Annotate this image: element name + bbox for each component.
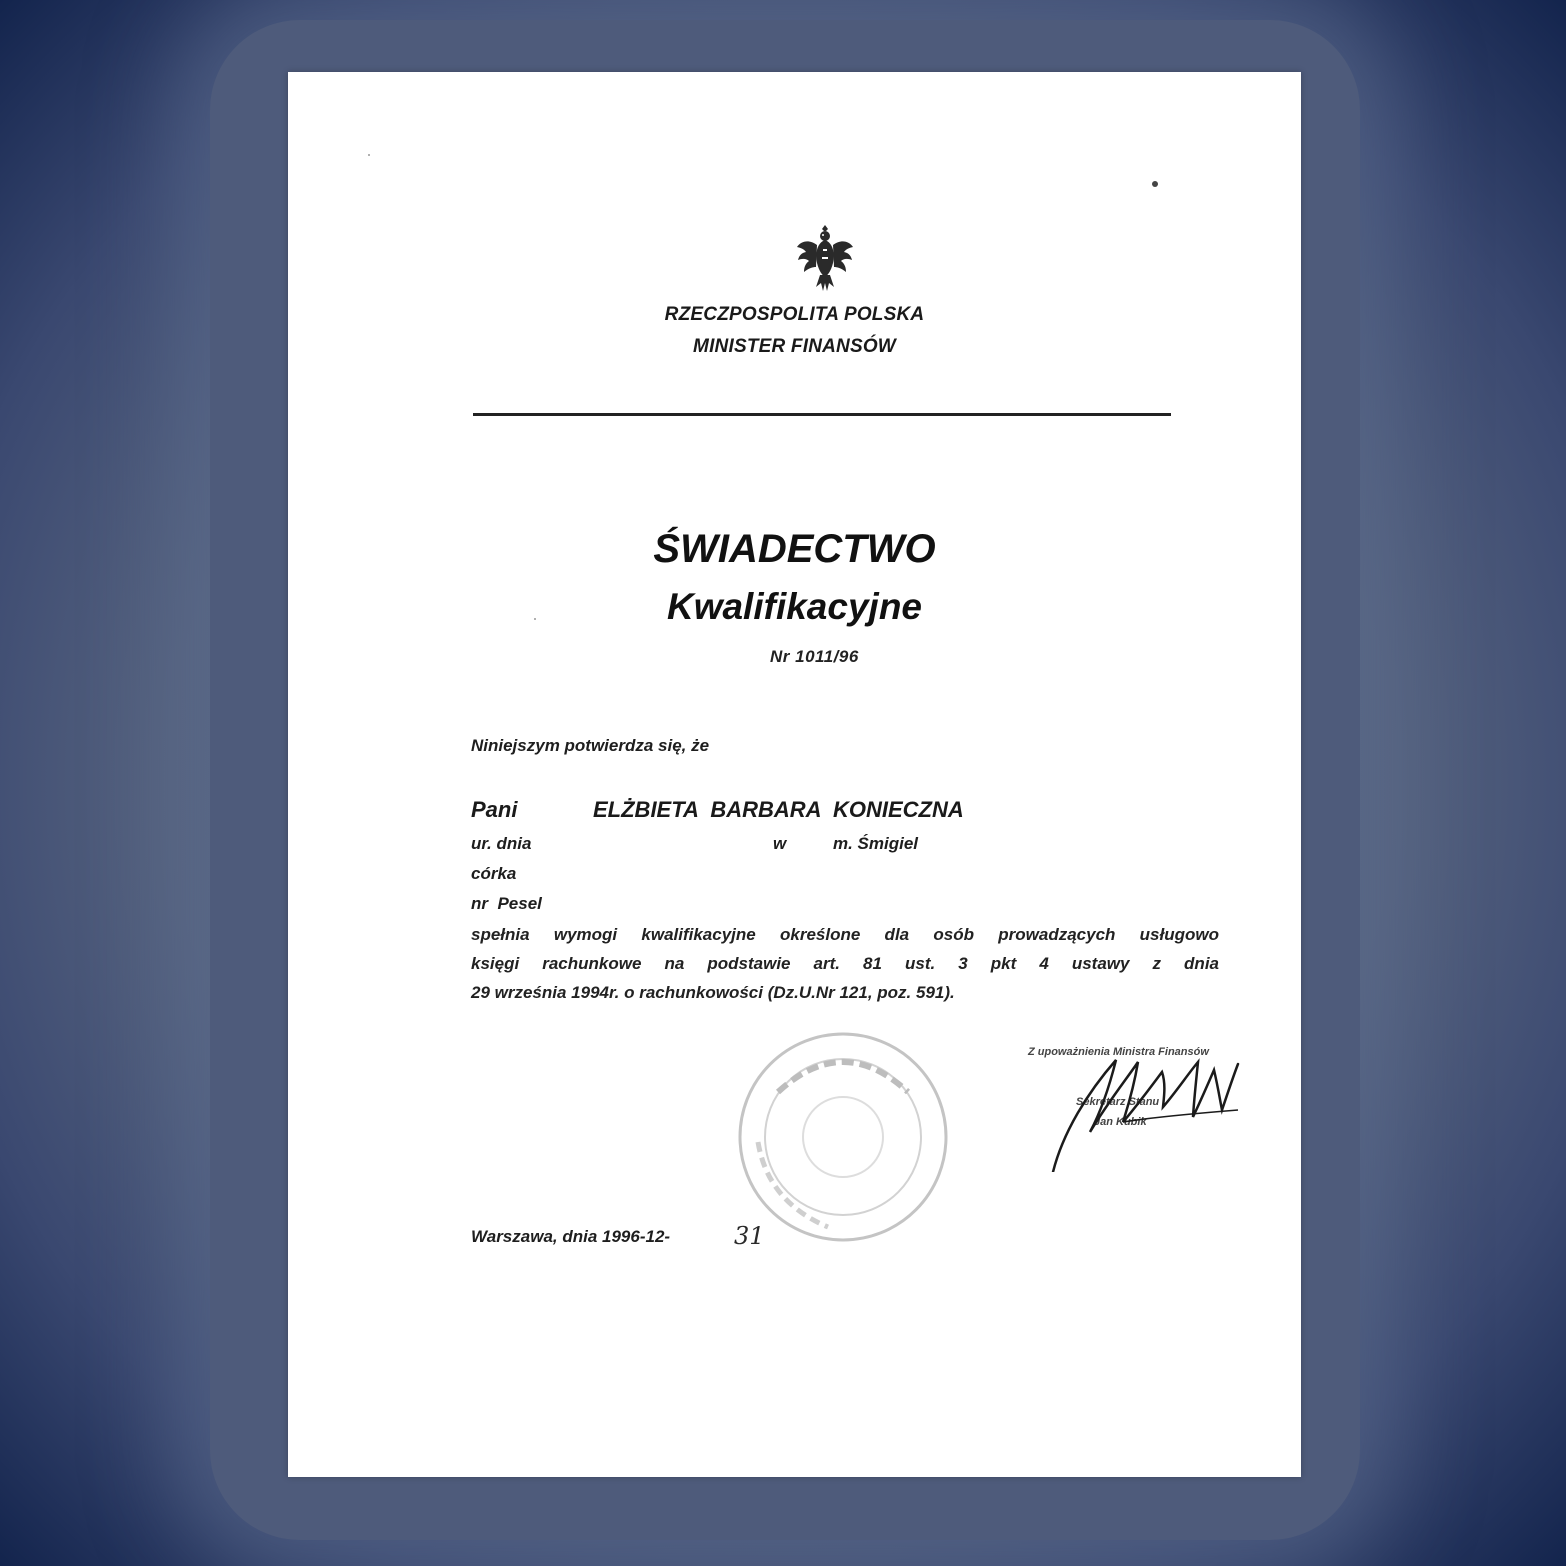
signer-name: Jan Kubik (1094, 1116, 1147, 1128)
birth-date-label: ur. dnia (471, 834, 532, 853)
statement-line: księgi rachunkowe na podstawie art. 81 ust. 3 pkt 4 ustawy z dnia (471, 954, 1219, 973)
signature-authority: Z upoważnienia Ministra Finansów (1028, 1046, 1209, 1058)
qualification-statement (471, 920, 1219, 1007)
holder-name: ELŻBIETA BARBARA KONIECZNA (593, 797, 964, 822)
handwritten-day: 31 (734, 1222, 765, 1250)
signature-block (1028, 1022, 1288, 1172)
ministry-heading: MINISTER FINANSÓW (693, 336, 896, 357)
daughter-label: córka (471, 864, 517, 883)
birth-place-label: w (773, 834, 787, 853)
birth-place: m. Śmigiel (833, 834, 919, 853)
polish-eagle-emblem-icon (795, 225, 855, 295)
pesel-label: nr Pesel (471, 894, 542, 913)
intro-text: Niniejszym potwierdza się, że (471, 736, 710, 755)
ink-speck (1152, 181, 1158, 187)
issue-place-date: Warszawa, dnia 1996-12- (471, 1227, 671, 1246)
certificate-title: ŚWIADECTWO (653, 527, 936, 571)
signature-role: Sekretarz Stanu (1076, 1096, 1160, 1108)
header-divider (473, 413, 1171, 416)
certificate-page (288, 72, 1301, 1477)
handwritten-signature (1028, 1022, 1288, 1172)
country-heading: RZECZPOSPOLITA POLSKA (664, 304, 925, 325)
official-seal-stamp (728, 1022, 958, 1252)
ink-speck (368, 154, 370, 156)
statement-line: 29 września 1994r. o rachunkowości (Dz.U.Nr 121, poz. 591). (471, 983, 955, 1002)
salutation: Pani (471, 797, 518, 822)
certificate-subtitle: Kwalifikacyjne (666, 586, 922, 627)
certificate-number: Nr 1011/96 (770, 647, 859, 666)
statement-line: spełnia wymogi kwalifikacyjne określone dla osób prowadzących usługowo (471, 925, 1219, 944)
